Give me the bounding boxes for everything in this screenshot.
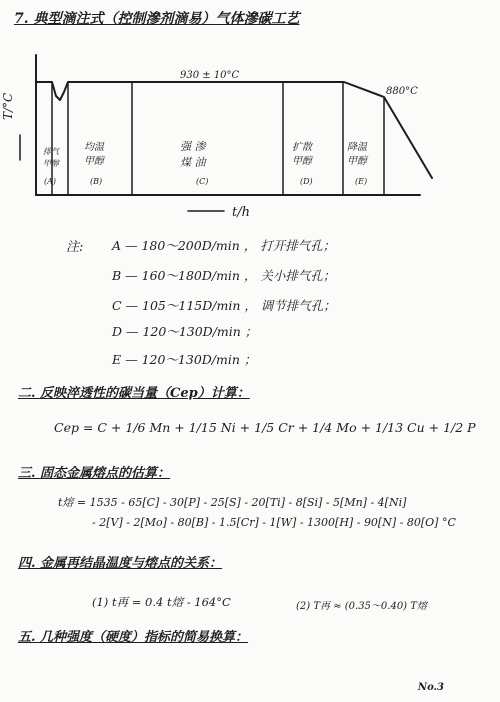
section-5-title: 五. 几种强度（硬度）指标的简易换算： (18, 630, 249, 645)
stage-d-name2: 甲醇 (292, 156, 312, 167)
note-line-d: D — 120～130D/min ； (112, 324, 258, 339)
stage-a-code: (A) (44, 177, 57, 186)
page-number: No.3 (417, 682, 444, 693)
temp-main-label: 930 ± 10°C (180, 70, 240, 81)
recrystallization-formula-2: (2) T再 ≈ (0.35～0.40) T熔 (296, 601, 427, 612)
stage-e-code: (E) (355, 177, 368, 186)
stage-d-code: (D) (300, 177, 313, 186)
melting-formula-line2: - 2[V] - 2[Mo] - 80[B] - 1.5[Cr] - 1[W] - 1300[H] - 90[N] - 80[O] °C (92, 516, 456, 529)
note-line-a: A — 180～200D/min ， 打开排气孔； (112, 238, 336, 253)
stage-b-name2: 甲醇 (84, 156, 104, 167)
process-diagram (0, 40, 500, 240)
notes-label: 注: (66, 240, 84, 255)
x-axis-label: t/h (232, 205, 250, 220)
section-3-title: 三. 固态金属熔点的估算： (18, 466, 171, 481)
page-title: 7. 典型滴注式（控制滲剂滴易）气体滲碳工艺 (14, 11, 300, 27)
section-4-title: 四. 金属再结晶温度与熔点的关系： (18, 556, 223, 571)
note-line-b: B — 160～180D/min ， 关小排气孔； (112, 268, 336, 283)
stage-e-name1: 降温 (347, 142, 367, 153)
y-axis-label: T/°C (1, 92, 15, 120)
note-line-e: E — 120～130D/min ； (112, 352, 257, 367)
stage-a-name1: 排气 (43, 147, 59, 156)
stage-a-name2: 甲醇 (43, 159, 59, 168)
note-line-c: C — 105～115D/min ， 调节排气孔； (112, 298, 336, 313)
stage-e-name2: 甲醇 (347, 156, 367, 167)
stage-c-name1: 强 渗 (180, 140, 206, 153)
section-2-title: 二. 反映淬透性的碳当量（Cep）计算： (18, 386, 250, 401)
stage-c-name2: 煤 油 (180, 156, 206, 169)
stage-c-code: (C) (196, 177, 209, 186)
recrystallization-formula-1: (1) t再 = 0.4 t熔 - 164°C (92, 595, 231, 609)
temp-end-label: 880°C (386, 86, 418, 97)
melting-formula-line1: t熔 = 1535 - 65[C] - 30[P] - 25[S] - 20[Ti] - 8[Si] - 5[Mn] - 4[Ni] (58, 496, 407, 509)
stage-b-name1: 均温 (84, 142, 104, 153)
stage-b-code: (B) (90, 177, 103, 186)
stage-d-name1: 扩散 (292, 142, 312, 153)
cep-formula: Cep = C + 1/6 Mn + 1/15 Ni + 1/5 Cr + 1/4 Mo + 1/13 Cu + 1/2 P (54, 420, 476, 435)
